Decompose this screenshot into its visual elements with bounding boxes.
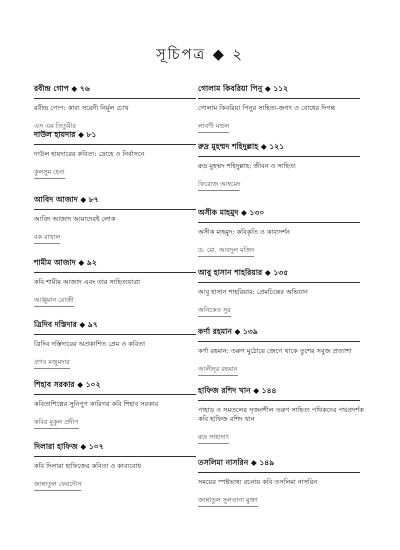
article-title: গোলাম কিবরিয়া পিনুর সাহিত্য-জগৎ ও বোধের দিগন্ত — [198, 104, 336, 112]
toc-entry[interactable] — [34, 320, 204, 369]
toc-entry[interactable] — [198, 142, 368, 191]
entry-heading: হাফিজ রশিদ খান ◆ ১৪৪ — [198, 386, 277, 395]
article-title: অসীক মাহমুদ: কবিকৃতি ও কাব্যদর্শন — [198, 228, 290, 236]
entry-heading: ত্রিদিব দস্তিদার ◆ ৯৭ — [34, 320, 98, 329]
divider — [198, 472, 360, 473]
entry-heading: দিলারা হাফিজ ◆ ১০৭ — [34, 442, 104, 451]
article-author: ড. মো. আবদুল মজিদ — [198, 246, 254, 257]
divider — [34, 272, 196, 273]
divider — [34, 144, 196, 145]
article-author: আঞ্জুমান রোজী — [34, 296, 74, 307]
entry-heading: কর্ণা রহমান ◆ ১৩৯ — [198, 327, 258, 336]
entry-heading: আবিদ আজাদ ◆ ৮৭ — [34, 195, 99, 204]
article-title: সময়ের স্পষ্টভাষ্য রচনায় কবি তসলিমা নাসরিন — [198, 478, 318, 486]
article-author: বক রাখাল — [34, 233, 60, 244]
article-author: আলীনূর রহমান — [198, 365, 238, 376]
divider — [34, 456, 196, 457]
divider — [198, 156, 360, 157]
entry-heading: শামীম আজাদ ◆ ৯২ — [34, 258, 97, 267]
article-author: কবির মুকুল প্রদীপ — [34, 418, 79, 429]
article-title: আবিদ আজাদ আমাদেরই লোক — [34, 215, 116, 223]
article-title: রবীন্দ্র গোপ: কাব্য সরেনী নির্মূল চোখ — [34, 104, 129, 112]
article-author: রুদ্র সাহাদাৎ — [198, 433, 229, 444]
divider — [34, 98, 196, 99]
divider — [198, 282, 360, 283]
toc-entry[interactable] — [198, 458, 368, 507]
entry-heading: গোলাম কিবরিয়া পিনু ◆ ১১২ — [198, 84, 289, 93]
toc-entry[interactable] — [34, 84, 204, 133]
toc-entry[interactable] — [34, 258, 204, 307]
article-author: ফিরোজ আহমেদ — [198, 180, 240, 191]
divider — [198, 400, 360, 401]
divider — [34, 394, 196, 395]
toc-entry[interactable] — [198, 268, 368, 317]
article-title: দাউল হায়দারের কবিতা: দ্রোহে ও নির্বাসনে — [34, 150, 145, 158]
toc-entry[interactable] — [198, 84, 368, 133]
toc-entry[interactable] — [34, 442, 204, 491]
article-author: জান্নাতুল ফেরদৌস — [34, 480, 81, 491]
article-title: কর্ণা রহমান: তরুণ মুঠোয়ে জেগে থাকে তুশের সবুজ প্রত্যাশা — [198, 347, 352, 355]
divider — [198, 222, 360, 223]
toc-entry[interactable] — [198, 386, 368, 444]
entry-heading: রবীন্দ্র গোপ ◆ ৭৬ — [34, 84, 90, 93]
entry-heading: অসীক মাহমুদ ◆ ১৩০ — [198, 208, 265, 217]
article-author: লাবণী মন্ডল — [198, 122, 229, 133]
article-author: অনিকেত সুর — [198, 306, 231, 317]
article-title: কবি শামীম আজাদ এবং তার সাহিত্যযাত্রা — [34, 278, 141, 286]
toc-entry[interactable] — [34, 130, 204, 179]
article-title: রুদ্র মুহম্মদ শহিদুল্লাহ: জীবন ও সাহিত্য — [198, 162, 296, 170]
article-author: এস এম তিতুমীর — [34, 122, 76, 133]
entry-heading: দাউল হায়দার ◆ ৮১ — [34, 130, 97, 139]
divider — [198, 98, 360, 99]
article-title: কবিতাশিল্পের সুনিপুণ কারিগর কবি শিহাব সরকার — [34, 400, 159, 408]
toc-entry[interactable] — [34, 380, 204, 429]
page-title: সূচিপত্র ◆ ২ — [156, 47, 244, 63]
entry-heading: রুদ্র মুহম্মদ শহিদুল্লাহ ◆ ১২১ — [198, 142, 285, 151]
toc-entry[interactable] — [198, 327, 368, 376]
article-title: ত্রিদিব দস্তিদারের অপ্রকাশিত প্রেম ও কবিতা — [34, 340, 146, 348]
toc-entry[interactable] — [198, 208, 368, 257]
article-author: প্রণব মজুমদার — [34, 358, 70, 369]
divider — [34, 209, 196, 210]
article-title: কবি দিলারা হাফিজের কবিতা ও কাব্যবোধ — [34, 462, 141, 470]
article-author: জান্নাতুল সুলতানা মুক্তা — [198, 496, 258, 507]
toc-entry[interactable] — [34, 195, 204, 244]
article-author: কুলসুম হেনা — [34, 168, 65, 179]
entry-heading: শিহাব সরকার ◆ ১০২ — [34, 380, 101, 389]
entry-heading: তসলিমা নাসরিন ◆ ১৪৯ — [198, 458, 275, 467]
article-title: পাহাড় ও সমতলের সৃজনশীল তরুণ সাহিত্য পথিকদের পথপ্রদর্শক কবি হাফিজ রশিদ খান — [198, 406, 364, 423]
divider — [34, 334, 196, 335]
article-title: আবু হাসান শাহরিয়ার: প্রেমচিন্তের অভিযান — [198, 288, 308, 296]
entry-heading: আবু হাসান শাহরিয়ার ◆ ১৩৫ — [198, 268, 289, 277]
divider — [198, 341, 360, 342]
